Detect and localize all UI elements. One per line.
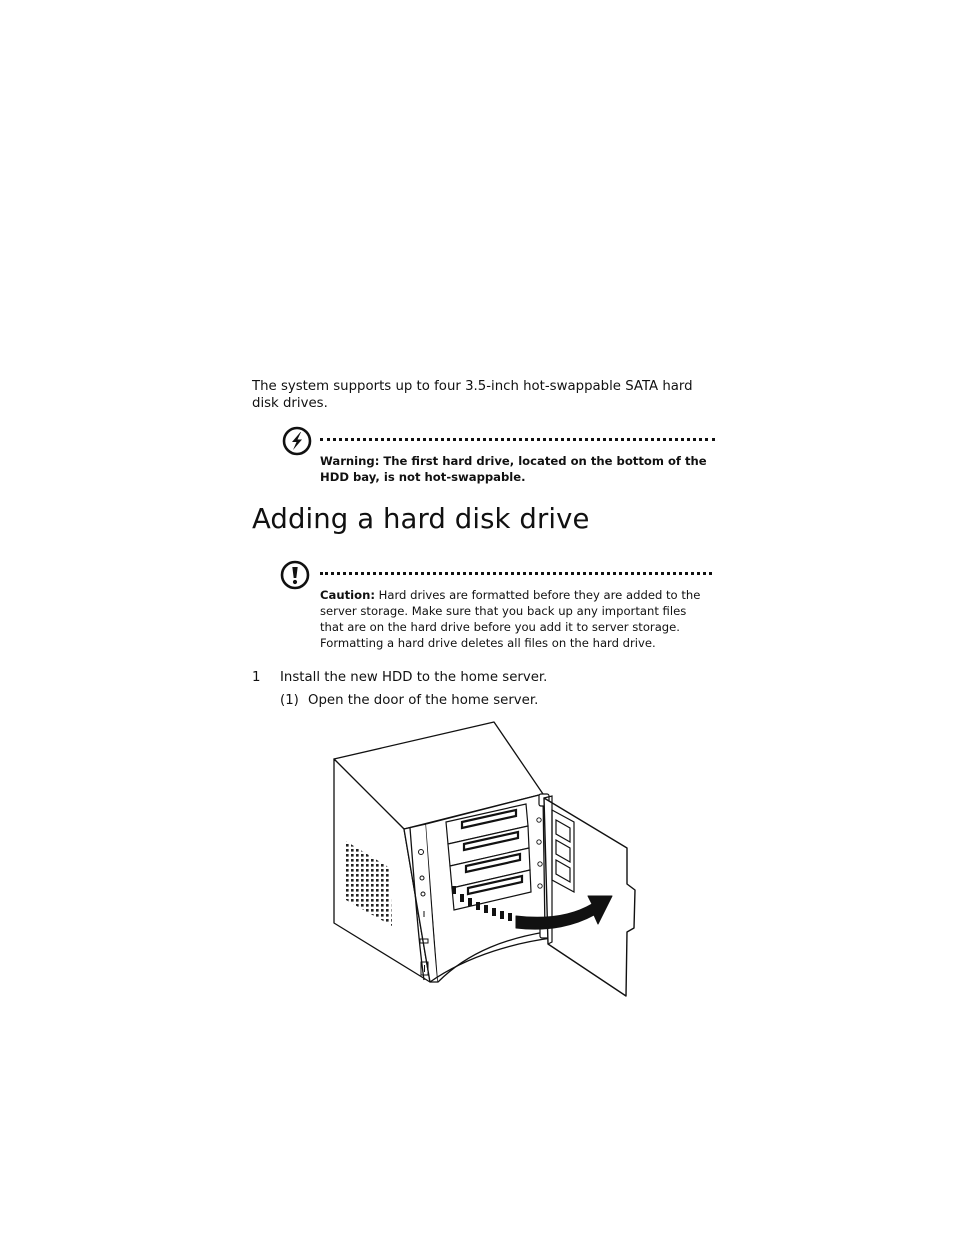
step-number: 1	[252, 670, 261, 685]
intro-paragraph: The system supports up to four 3.5-inch hot-swappable SATA hard disk drives.	[252, 379, 693, 411]
caution-label: Caution:	[320, 588, 375, 602]
caution-text	[320, 587, 710, 651]
caution-body: Hard drives are formatted before they are added to the server storage. Make sure that you back up any important files that are on the hard drive before you add it to server storage. Formatting a hard drive deletes all files on the hard drive.	[320, 588, 701, 650]
server-door-open-illustration	[330, 718, 640, 1003]
warning-text: Warning: The first hard drive, located on the bottom of the HDD bay, is not hot-swappable.	[320, 454, 707, 484]
section-heading: Adding a hard disk drive	[252, 503, 590, 535]
step-text: Install the new HDD to the home server.	[280, 670, 548, 685]
substep-text: Open the door of the home server.	[308, 693, 539, 708]
caution-divider	[320, 572, 712, 575]
warning-divider	[320, 438, 715, 441]
substep-number: (1)	[280, 693, 299, 708]
warning-bolt-icon	[282, 426, 312, 456]
caution-exclamation-icon	[280, 560, 310, 590]
